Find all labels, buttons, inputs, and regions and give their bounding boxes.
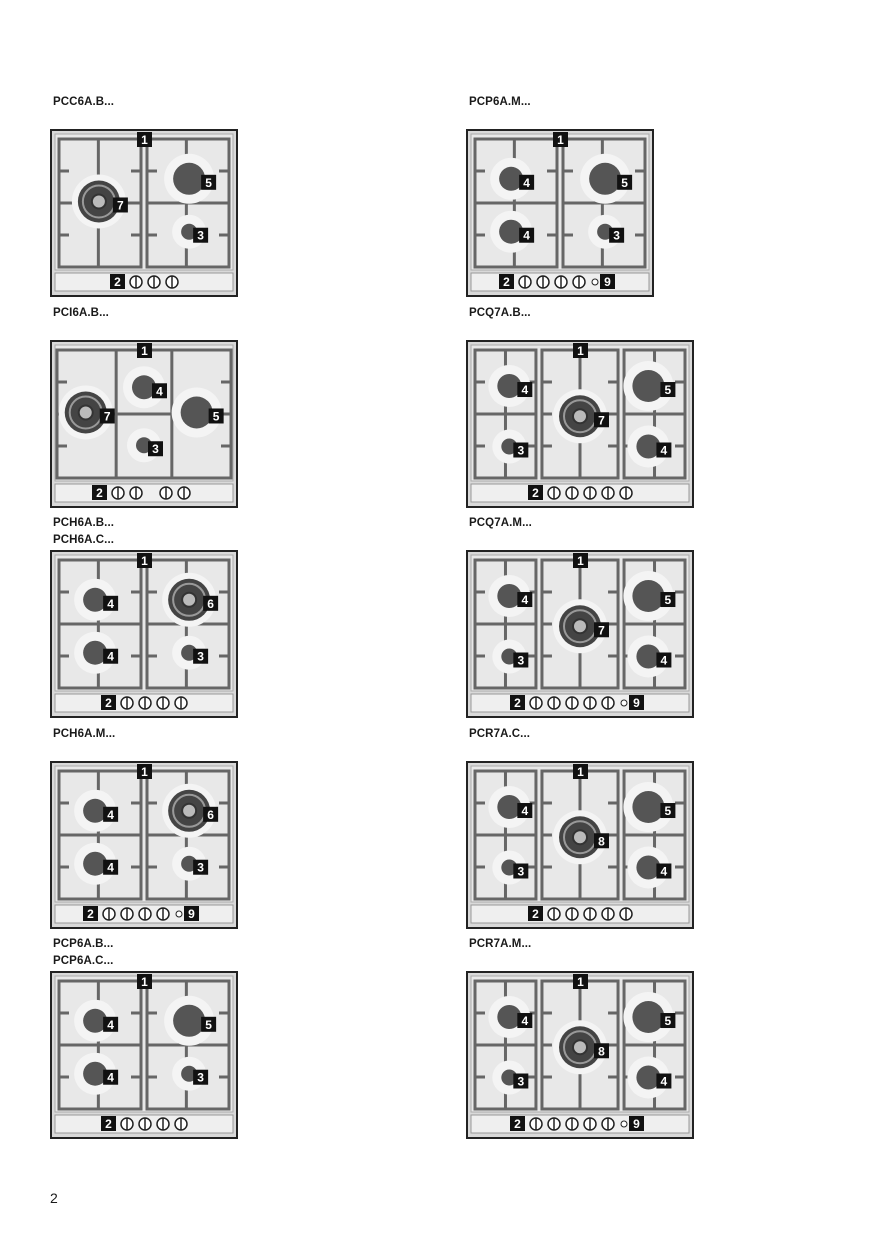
- svg-text:4: 4: [660, 1074, 668, 1089]
- svg-text:7: 7: [103, 409, 111, 424]
- burner-number-badge: [513, 864, 528, 879]
- control-panel: [55, 484, 233, 502]
- control-knob: [584, 697, 596, 709]
- svg-text:5: 5: [621, 175, 628, 190]
- svg-text:1: 1: [557, 133, 564, 147]
- model-name: PCH6A.C...: [53, 534, 115, 546]
- burner-number-badge: [660, 1013, 675, 1028]
- control-knob: [121, 697, 133, 709]
- control-knob: [573, 276, 585, 288]
- svg-text:1: 1: [577, 554, 584, 568]
- burner-number-badge: [152, 383, 167, 398]
- svg-text:9: 9: [604, 275, 611, 289]
- svg-text:4: 4: [521, 383, 529, 398]
- control-number-badge: [510, 1116, 525, 1131]
- burner-number-badge: [594, 1043, 609, 1058]
- burner-number-badge: [193, 228, 208, 243]
- control-knob: [566, 1118, 578, 1130]
- svg-text:4: 4: [660, 864, 668, 879]
- svg-text:1: 1: [577, 765, 584, 779]
- svg-text:2: 2: [114, 275, 121, 289]
- svg-text:1: 1: [141, 133, 148, 147]
- svg-text:4: 4: [660, 653, 668, 668]
- control-number-badge: [528, 485, 543, 500]
- control-panel: [55, 273, 233, 291]
- burner-number-badge: [660, 592, 675, 607]
- control-knob: [566, 908, 578, 920]
- hob-diagram: [50, 761, 238, 929]
- burner-number-badge: [103, 596, 118, 611]
- svg-text:1: 1: [141, 765, 148, 779]
- hob-diagram: [466, 550, 694, 718]
- control-number-badge: [92, 485, 107, 500]
- svg-text:4: 4: [107, 860, 114, 875]
- svg-text:2: 2: [514, 696, 521, 710]
- svg-text:2: 2: [514, 1117, 521, 1131]
- burner-number-badge: [100, 408, 115, 423]
- control-knob: [602, 487, 614, 499]
- model-name: PCC6A.B...: [53, 96, 115, 108]
- burner-number-badge: [103, 649, 118, 664]
- svg-text:5: 5: [205, 1017, 212, 1032]
- control-number-badge: [499, 274, 514, 289]
- burner-number-badge: [594, 622, 609, 637]
- svg-text:9: 9: [633, 1117, 640, 1131]
- svg-text:6: 6: [207, 596, 214, 611]
- svg-text:2: 2: [105, 696, 112, 710]
- control-knob: [139, 1118, 151, 1130]
- model-name: PCH6A.B...: [53, 517, 115, 529]
- svg-text:3: 3: [517, 1074, 525, 1089]
- top-number-badge: [137, 553, 152, 568]
- burner-number-badge: [203, 807, 218, 822]
- control-knob: [548, 908, 560, 920]
- burner-number-badge: [656, 1074, 671, 1089]
- svg-text:5: 5: [205, 175, 212, 190]
- burner-number-badge: [656, 443, 671, 458]
- hob-diagram: [466, 340, 694, 508]
- svg-text:2: 2: [96, 486, 103, 500]
- model-name: PCR7A.C...: [469, 728, 531, 740]
- svg-text:1: 1: [141, 975, 148, 989]
- model-label: [469, 94, 531, 111]
- control-knob: [602, 1118, 614, 1130]
- control-knob: [157, 697, 169, 709]
- burner-number-badge: [517, 382, 532, 397]
- control-knob: [620, 487, 632, 499]
- svg-text:3: 3: [517, 864, 525, 879]
- top-number-badge: [573, 764, 588, 779]
- control-knob: [175, 697, 187, 709]
- svg-text:1: 1: [577, 975, 584, 989]
- control-number-badge: [629, 695, 644, 710]
- model-label: [469, 515, 532, 532]
- control-number-badge: [629, 1116, 644, 1131]
- control-number-badge: [184, 906, 199, 921]
- control-knob: [584, 1118, 596, 1130]
- svg-text:3: 3: [197, 1070, 204, 1085]
- control-number-badge: [510, 695, 525, 710]
- svg-text:3: 3: [613, 228, 620, 243]
- svg-text:5: 5: [664, 1014, 672, 1029]
- svg-text:8: 8: [598, 1044, 605, 1059]
- burner-number-badge: [517, 1013, 532, 1028]
- model-name: PCQ7A.M...: [469, 517, 532, 529]
- model-label: [469, 936, 531, 953]
- svg-text:9: 9: [633, 696, 640, 710]
- control-knob: [139, 908, 151, 920]
- control-number-badge: [528, 906, 543, 921]
- svg-text:3: 3: [152, 442, 159, 457]
- control-knob: [103, 908, 115, 920]
- control-number-badge: [83, 906, 98, 921]
- control-panel: [471, 1115, 689, 1133]
- burner-number-badge: [609, 228, 624, 243]
- control-number-badge: [101, 695, 116, 710]
- burner-number-badge: [201, 175, 216, 190]
- svg-text:4: 4: [521, 1014, 529, 1029]
- svg-text:1: 1: [577, 344, 584, 358]
- model-name: PCP6A.C...: [53, 955, 114, 967]
- svg-text:3: 3: [517, 443, 525, 458]
- ignition-indicator: [176, 911, 182, 917]
- svg-text:4: 4: [107, 1017, 114, 1032]
- burner-number-badge: [513, 443, 528, 458]
- model-name: PCQ7A.B...: [469, 307, 531, 319]
- svg-text:3: 3: [197, 860, 204, 875]
- control-knob: [566, 487, 578, 499]
- burner-number-badge: [148, 441, 163, 456]
- burner-number-badge: [660, 382, 675, 397]
- svg-text:4: 4: [156, 384, 163, 399]
- control-knob: [157, 908, 169, 920]
- control-knob: [584, 908, 596, 920]
- top-number-badge: [573, 553, 588, 568]
- ignition-indicator: [621, 700, 627, 706]
- burner-number-badge: [193, 1070, 208, 1085]
- model-label: [53, 515, 114, 549]
- svg-text:5: 5: [664, 593, 672, 608]
- ignition-indicator: [592, 279, 598, 285]
- control-knob: [112, 487, 124, 499]
- burner-number-badge: [517, 592, 532, 607]
- svg-text:4: 4: [107, 807, 114, 822]
- svg-text:7: 7: [598, 623, 605, 638]
- svg-text:6: 6: [207, 807, 214, 822]
- top-number-badge: [137, 764, 152, 779]
- burner-number-badge: [201, 1017, 216, 1032]
- svg-text:5: 5: [664, 383, 672, 398]
- model-label: [53, 936, 113, 970]
- svg-text:5: 5: [664, 804, 672, 819]
- burner-number-badge: [103, 807, 118, 822]
- control-knob: [148, 276, 160, 288]
- control-knob: [548, 1118, 560, 1130]
- burner-number-badge: [203, 596, 218, 611]
- burner-number-badge: [103, 860, 118, 875]
- control-panel: [471, 905, 689, 923]
- svg-text:2: 2: [532, 907, 539, 921]
- burner-number-badge: [513, 653, 528, 668]
- control-knob: [166, 276, 178, 288]
- model-name: PCP6A.M...: [469, 96, 531, 108]
- model-label: [469, 726, 530, 743]
- burner-number-badge: [519, 175, 534, 190]
- control-panel: [471, 694, 689, 712]
- model-name: PCR7A.M...: [469, 938, 532, 950]
- burner-number-badge: [103, 1070, 118, 1085]
- control-knob: [555, 276, 567, 288]
- hob-diagram: [50, 971, 238, 1139]
- control-knob: [160, 487, 172, 499]
- burner-number-badge: [513, 1074, 528, 1089]
- control-knob: [530, 1118, 542, 1130]
- burner-number-badge: [517, 803, 532, 818]
- burner-number-badge: [594, 833, 609, 848]
- control-knob: [121, 1118, 133, 1130]
- control-knob: [620, 908, 632, 920]
- burner-number-badge: [656, 653, 671, 668]
- svg-text:4: 4: [107, 596, 114, 611]
- control-knob: [584, 487, 596, 499]
- control-knob: [537, 276, 549, 288]
- top-number-badge: [573, 974, 588, 989]
- svg-text:2: 2: [503, 275, 510, 289]
- svg-text:2: 2: [105, 1117, 112, 1131]
- model-label: [469, 305, 531, 322]
- svg-text:7: 7: [598, 413, 605, 428]
- svg-text:4: 4: [107, 649, 114, 664]
- svg-text:3: 3: [197, 649, 204, 664]
- burner-number-badge: [209, 408, 224, 423]
- control-number-badge: [101, 1116, 116, 1131]
- model-label: [53, 726, 115, 743]
- svg-text:1: 1: [141, 554, 148, 568]
- top-number-badge: [137, 132, 152, 147]
- hob-diagram: [50, 129, 238, 297]
- burner-number-badge: [656, 864, 671, 879]
- hob-diagram: [50, 340, 238, 508]
- burner-number-badge: [519, 228, 534, 243]
- svg-text:7: 7: [117, 198, 124, 213]
- model-name: PCH6A.M...: [53, 728, 116, 740]
- ignition-indicator: [621, 1121, 627, 1127]
- svg-text:4: 4: [521, 804, 529, 819]
- hob-diagram: [50, 550, 238, 718]
- top-number-badge: [553, 132, 568, 147]
- control-knob: [566, 697, 578, 709]
- control-knob: [139, 697, 151, 709]
- burner-number-badge: [113, 197, 128, 212]
- control-knob: [548, 697, 560, 709]
- control-knob: [130, 276, 142, 288]
- control-knob: [130, 487, 142, 499]
- control-knob: [178, 487, 190, 499]
- svg-text:3: 3: [197, 228, 204, 243]
- control-knob: [157, 1118, 169, 1130]
- page-number: 2: [50, 1190, 58, 1206]
- svg-text:4: 4: [107, 1070, 114, 1085]
- control-knob: [602, 908, 614, 920]
- burner-number-badge: [660, 803, 675, 818]
- model-label: [53, 94, 114, 111]
- svg-text:4: 4: [523, 175, 530, 190]
- control-number-badge: [600, 274, 615, 289]
- hob-diagram: [466, 129, 654, 297]
- burner-number-badge: [193, 649, 208, 664]
- top-number-badge: [137, 974, 152, 989]
- svg-text:4: 4: [521, 593, 529, 608]
- svg-text:2: 2: [87, 907, 94, 921]
- svg-text:4: 4: [660, 443, 668, 458]
- control-knob: [121, 908, 133, 920]
- control-knob: [175, 1118, 187, 1130]
- control-number-badge: [110, 274, 125, 289]
- svg-text:1: 1: [141, 344, 148, 358]
- model-name: PCI6A.B...: [53, 307, 109, 319]
- burner-number-badge: [103, 1017, 118, 1032]
- burner-number-badge: [193, 860, 208, 875]
- svg-text:8: 8: [598, 834, 605, 849]
- burner-number-badge: [594, 412, 609, 427]
- model-label: [53, 305, 109, 322]
- control-knob: [530, 697, 542, 709]
- svg-text:3: 3: [517, 653, 525, 668]
- model-name: PCP6A.B...: [53, 938, 114, 950]
- top-number-badge: [137, 343, 152, 358]
- svg-text:2: 2: [532, 486, 539, 500]
- top-number-badge: [573, 343, 588, 358]
- svg-text:4: 4: [523, 228, 530, 243]
- svg-text:9: 9: [188, 907, 195, 921]
- hob-diagram: [466, 761, 694, 929]
- burner-number-badge: [617, 175, 632, 190]
- hob-diagram: [466, 971, 694, 1139]
- control-knob: [519, 276, 531, 288]
- control-panel: [471, 484, 689, 502]
- control-knob: [548, 487, 560, 499]
- control-knob: [602, 697, 614, 709]
- svg-text:5: 5: [212, 409, 220, 424]
